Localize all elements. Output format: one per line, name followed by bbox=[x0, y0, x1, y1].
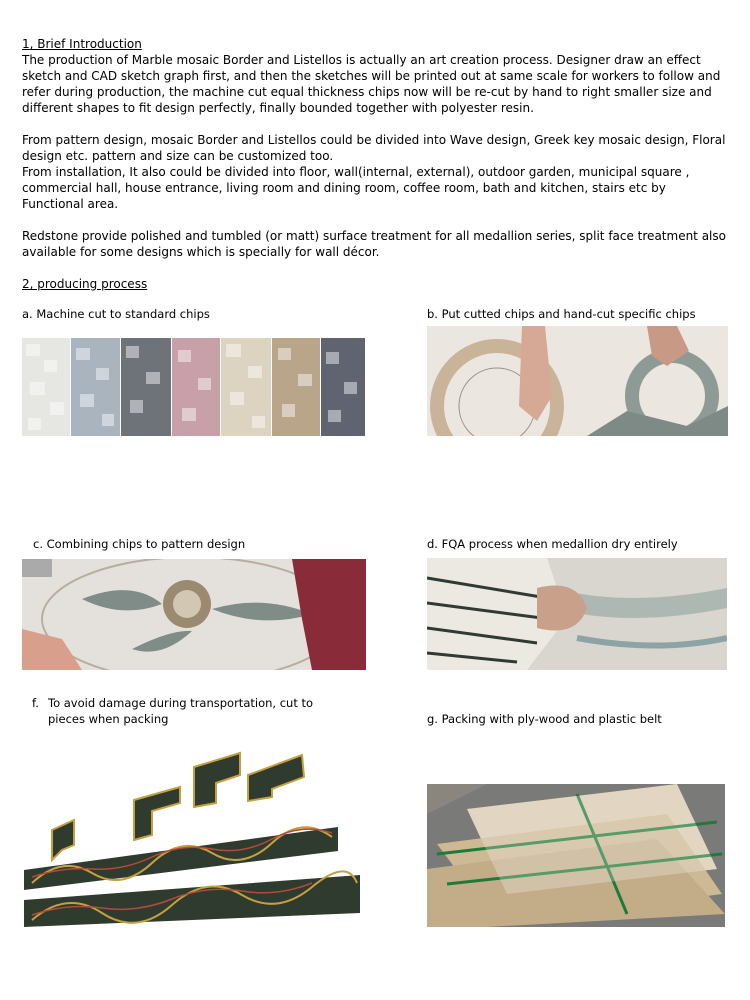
step-c-caption: c. Combining chips to pattern design bbox=[33, 537, 246, 551]
pattern-paragraph: From pattern design, mosaic Border and Listellos could be divided into Wave design, Greek key mosaic design, Floral design etc. pattern and size can be customized too. bbox=[22, 133, 726, 163]
installation-paragraph: From installation, It also could be divided into floor, wall(internal, external), outdoor garden, municipal square , commercial hall, house entrance, living room and dining room, coffee room, bath and kitchen, stairs etc by Functional area. bbox=[22, 165, 690, 211]
quality-check-photo bbox=[427, 558, 727, 670]
step-b-caption: b. Put cutted chips and hand-cut specific chips bbox=[427, 307, 696, 321]
hand-placing-chips-photo bbox=[427, 326, 728, 436]
border-pieces-photo bbox=[22, 745, 362, 930]
step-f-marker: f. bbox=[32, 696, 39, 710]
intro-block bbox=[22, 36, 728, 116]
step-f-caption-line1: To avoid damage during transportation, cut to bbox=[48, 696, 314, 710]
section2-heading: 2, producing process bbox=[22, 277, 148, 291]
step-a-caption: a. Machine cut to standard chips bbox=[22, 307, 210, 321]
intro-paragraph-1: The production of Marble mosaic Border and Listellos is actually an art creation process. Designer draw an effect sketch and CAD sketch graph first, and then the sketches will be printed out at same scale for workers to follow and refer during production, the machine cut equal thickness chips now will be re-cut by hand to right smaller size and different shapes to fit design perfectly, finally bounded together with polyester resin. bbox=[22, 53, 721, 115]
workers-combining-medallion-photo bbox=[22, 559, 366, 670]
step-d-caption: d. FQA process when medallion dry entirely bbox=[427, 537, 678, 551]
step-g-caption: g. Packing with ply-wood and plastic belt bbox=[427, 712, 662, 726]
plywood-packing-photo bbox=[427, 784, 725, 927]
marble-chips-photo bbox=[22, 338, 365, 436]
surface-paragraph: Redstone provide polished and tumbled (or matt) surface treatment for all medallion series, split face treatment also available for some designs which is specially for wall décor. bbox=[22, 229, 726, 259]
step-f-caption-line2: pieces when packing bbox=[48, 712, 169, 726]
section1-heading: 1, Brief Introduction bbox=[22, 37, 142, 51]
